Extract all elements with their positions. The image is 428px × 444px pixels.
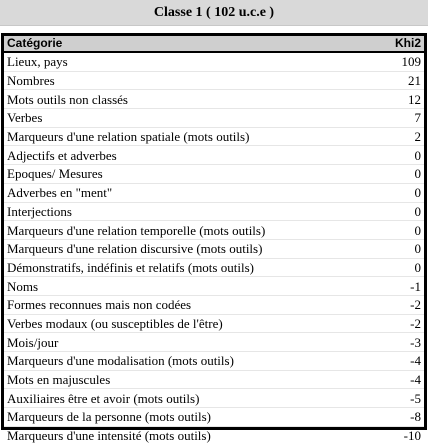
row-khi2: 21 [408, 73, 421, 89]
table-row [4, 202, 424, 221]
table-row [4, 333, 424, 352]
row-khi2: -5 [410, 390, 421, 406]
row-category: Lieux, pays [7, 54, 68, 70]
row-khi2: 0 [414, 185, 421, 201]
table-row [4, 352, 424, 371]
row-khi2: 12 [408, 91, 421, 107]
table-row [4, 258, 424, 277]
row-category: Marqueurs d'une intensité (mots outils) [7, 428, 211, 444]
row-khi2: -8 [410, 409, 421, 425]
row-category: Adverbes en "ment" [7, 185, 113, 201]
row-khi2: 109 [401, 54, 421, 70]
row-khi2: -2 [410, 297, 421, 313]
row-category: Adjectifs et adverbes [7, 147, 117, 163]
row-khi2: 0 [414, 166, 421, 182]
table-row [4, 221, 424, 240]
row-khi2: 0 [414, 147, 421, 163]
table-body [4, 52, 424, 444]
table-row [4, 408, 424, 427]
row-category: Auxiliaires être et avoir (mots outils) [7, 390, 200, 406]
row-khi2: -3 [410, 334, 421, 350]
row-khi2: -1 [410, 278, 421, 294]
row-category: Mots en majuscules [7, 372, 111, 388]
row-khi2: 7 [414, 110, 421, 126]
table-row [4, 426, 424, 444]
row-category: Démonstratifs, indéfinis et relatifs (mots outils) [7, 259, 254, 275]
row-category: Nombres [7, 73, 55, 89]
row-category: Marqueurs d'une relation spatiale (mots outils) [7, 129, 250, 145]
row-category: Mots outils non classés [7, 91, 128, 107]
table-row [4, 52, 424, 71]
row-khi2: 2 [414, 129, 421, 145]
row-khi2: -4 [410, 372, 421, 388]
table-row [4, 127, 424, 146]
table-row [4, 277, 424, 296]
row-category: Formes reconnues mais non codées [7, 297, 192, 313]
row-category: Epoques/ Mesures [7, 166, 103, 182]
table-row [4, 389, 424, 408]
table-row [4, 295, 424, 314]
row-category: Interjections [7, 203, 72, 219]
column-header-khi2: Khi2 [394, 36, 421, 50]
row-khi2: -4 [410, 353, 421, 369]
row-khi2: 0 [414, 222, 421, 238]
row-category: Mois/jour [7, 334, 59, 350]
row-khi2: -2 [410, 315, 421, 331]
header-row [4, 36, 424, 52]
table-row [4, 71, 424, 90]
table-row [4, 146, 424, 165]
row-category: Marqueurs de la personne (mots outils) [7, 409, 211, 425]
row-khi2: 0 [414, 259, 421, 275]
table-caption [0, 0, 428, 26]
row-category: Verbes modaux (ou susceptibles de l'être) [7, 315, 223, 331]
row-category: Noms [7, 278, 39, 294]
table-row [4, 165, 424, 184]
table-header [4, 36, 424, 52]
row-category: Marqueurs d'une modalisation (mots outils) [7, 353, 234, 369]
row-khi2: -10 [403, 428, 421, 444]
table-row [4, 90, 424, 109]
row-khi2: 0 [414, 203, 421, 219]
khi2-table [4, 36, 424, 444]
row-category: Verbes [7, 110, 43, 126]
row-category: Marqueurs d'une relation discursive (mots outils) [7, 241, 263, 257]
row-khi2: 0 [414, 241, 421, 257]
table-row [4, 314, 424, 333]
table-row [4, 109, 424, 128]
table-row [4, 370, 424, 389]
table-row [4, 183, 424, 202]
khi2-table-frame [1, 33, 427, 444]
column-header-category: Catégorie [7, 36, 63, 50]
caption-title: Classe 1 ( 102 u.c.e ) [153, 4, 275, 20]
row-category: Marqueurs d'une relation temporelle (mots outils) [7, 222, 266, 238]
table-row [4, 239, 424, 258]
